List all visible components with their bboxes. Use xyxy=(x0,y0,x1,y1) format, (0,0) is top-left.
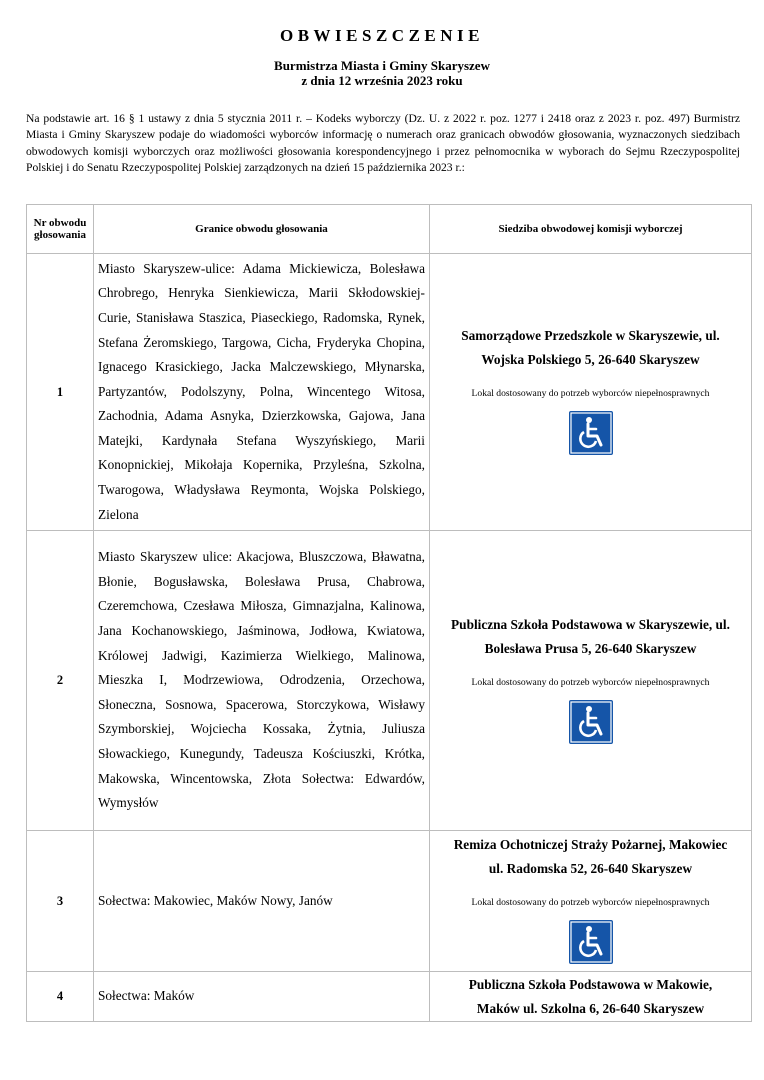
district-boundaries: Miasto Skaryszew-ulice: Adama Mickiewicza, Bolesława Chrobrego, Henryka Sienkiewicza, Marii Skłodowskiej-Curie, Stanisława Staszica, Piaseckiego, Radomska, Rynek, Stefana Żeromskiego, Targowa, Cicha, Fryderyka Chopina, Ignacego Krasickiego, Jacka Malczewskiego, Młynarska, Partyzantów, Podolszyny, Polna, Wincentego Witosa, Zachodnia, Adama Asnyka, Dzierzkowska, Gajowa, Jana Matejki, Kardynała Stefana Wyszyńskiego, Marii Konopnickiej, Mikołaja Kopernika, Przyleśna, Szkolna, Twarogowa, Władysława Reymonta, Wojska Polskiego, Zielona xyxy=(94,254,430,531)
seat-address-line2: Wojska Polskiego 5, 26-640 Skaryszew xyxy=(481,352,700,367)
district-number: 4 xyxy=(27,972,94,1022)
accessibility-note: Lokal dostosowany do potrzeb wyborców niepełnosprawnych xyxy=(471,676,710,688)
table-row xyxy=(27,831,752,972)
subtitle-issuer: Burmistrza Miasta i Gminy Skaryszew xyxy=(274,58,490,73)
seat-address-line1: Remiza Ochotniczej Straży Pożarnej, Makowiec xyxy=(453,837,728,852)
district-number: 3 xyxy=(27,831,94,972)
seat-address xyxy=(430,833,751,881)
district-boundaries: Sołectwa: Maków xyxy=(94,972,430,1022)
document-subtitle xyxy=(0,58,764,88)
header-commission-seat: Siedziba obwodowej komisji wyborczej xyxy=(430,205,752,254)
seat-address-line2: ul. Radomska 52, 26-640 Skaryszew xyxy=(488,861,693,876)
table-header-row xyxy=(27,205,752,254)
seat-address xyxy=(430,973,751,1021)
commission-seat xyxy=(430,531,752,831)
wheelchair-icon xyxy=(569,920,613,964)
document-title: OBWIESZCZENIE xyxy=(280,26,484,45)
seat-address xyxy=(430,613,751,661)
polling-districts-table xyxy=(26,204,752,1022)
seat-address-line2: Maków ul. Szkolna 6, 26-640 Skaryszew xyxy=(476,1000,705,1016)
accessibility-note: Lokal dostosowany do potrzeb wyborców niepełnosprawnych xyxy=(471,388,710,399)
commission-seat xyxy=(430,831,752,972)
table-row xyxy=(27,531,752,831)
subtitle-date: z dnia 12 września 2023 roku xyxy=(301,73,463,88)
district-boundaries: Miasto Skaryszew ulice: Akacjowa, Bluszczowa, Bławatna, Błonie, Bogusławska, Bolesława Prusa, Chabrowa, Czeremchowa, Czesława Miłosza, Gimnazjalna, Kalinowa, Jana Kochanowskiego, Jaśminowa, Jodłowa, Kwiatowa, Królowej Jadwigi, Kazimierza Wielkiego, Malinowa, Mieszka I, Modrzewiowa, Odrodzenia, Orzechowa, Słoneczna, Sosnowa, Spacerowa, Storczykowa, Wisławy Szymborskiej, Wojciecha Kossaka, Żytnia, Juliusza Słowackiego, Kunegundy, Tadeusza Kościuszki, Krótka, Makowska, Wincentowska, Złota Sołectwa: Edwardów, Wymysłów xyxy=(94,531,430,831)
table-row xyxy=(27,972,752,1022)
district-number: 1 xyxy=(27,254,94,531)
table-row xyxy=(27,254,752,531)
seat-address-line1: Publiczna Szkoła Podstawowa w Skaryszewie, ul. xyxy=(451,616,730,632)
accessibility-note: Lokal dostosowany do potrzeb wyborców niepełnosprawnych xyxy=(471,897,710,908)
wheelchair-icon xyxy=(569,700,613,744)
district-boundaries: Sołectwa: Makowiec, Maków Nowy, Janów xyxy=(94,831,430,972)
seat-address xyxy=(430,324,751,372)
seat-address-line1: Publiczna Szkoła Podstawowa w Makowie, xyxy=(468,976,713,992)
district-number: 2 xyxy=(27,531,94,831)
header-district-boundaries: Granice obwodu głosowania xyxy=(94,205,430,254)
intro-paragraph: Na podstawie art. 16 § 1 ustawy z dnia 5 stycznia 2011 r. – Kodeks wyborczy (Dz. U. z 2022 r. poz. 1277 i 2418 oraz z 2023 r. poz. 497) Burmistrz Miasta i Gminy Skaryszew podaje do wiadomości wyborców informację o numerach oraz granicach obwodów głosowania, wyznaczonych siedzibach obwodowych komisji wyborczych oraz możliwości głosowania korespondencyjnego i przez pełnomocnika w wyborach do Sejmu Rzeczypospolitej Polskiej i do Senatu Rzeczypospolitej Polskiej zarządzonych na dzień 15 października 2023 r.: xyxy=(26,112,740,174)
seat-address-line1: Samorządowe Przedszkole w Skaryszewie, ul. xyxy=(461,328,720,343)
header-district-number: Nr obwodu głosowania xyxy=(27,205,94,254)
commission-seat xyxy=(430,254,752,531)
wheelchair-icon xyxy=(569,411,613,455)
commission-seat xyxy=(430,972,752,1022)
seat-address-line2: Bolesława Prusa 5, 26-640 Skaryszew xyxy=(484,640,697,656)
